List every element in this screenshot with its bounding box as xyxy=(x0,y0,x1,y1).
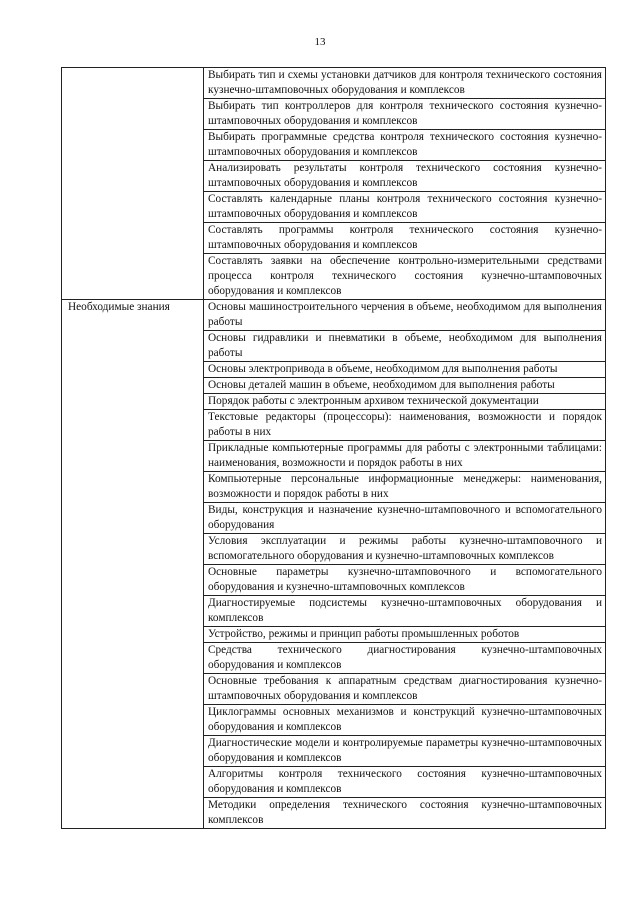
requirement-text: Диагностируемые подсистемы кузнечно-штамповочных оборудования и комплексов xyxy=(208,597,602,624)
requirement-text: Условия эксплуатации и режимы работы кузнечно-штамповочного и вспомогательного оборудования и кузнечно-штамповочных комплексов xyxy=(208,535,602,562)
requirement-cell xyxy=(204,99,606,130)
requirement-cell xyxy=(204,596,606,627)
requirement-cell xyxy=(204,674,606,705)
requirement-text: Компьютерные персональные информационные менеджеры: наименования, возможности и порядок работы в них xyxy=(208,473,602,500)
requirement-text: Диагностические модели и контролируемые параметры кузнечно-штамповочных оборудования и комплексов xyxy=(208,737,602,764)
requirement-text: Средства технического диагностирования кузнечно-штамповочных оборудования и комплексов xyxy=(208,644,602,671)
requirement-text: Анализировать результаты контроля технического состояния кузнечно-штамповочных оборудования и комплексов xyxy=(208,162,602,189)
requirement-cell xyxy=(204,130,606,161)
requirement-text: Составлять программы контроля технического состояния кузнечно-штамповочных оборудования и комплексов xyxy=(208,224,602,251)
table-body xyxy=(62,68,606,829)
requirement-cell xyxy=(204,705,606,736)
requirement-text: Текстовые редакторы (процессоры): наименования, возможности и порядок работы в них xyxy=(208,411,602,438)
requirement-text: Основные параметры кузнечно-штамповочного и вспомогательного оборудования и кузнечно-штамповочных комплексов xyxy=(208,566,602,593)
requirement-cell xyxy=(204,798,606,829)
requirement-cell xyxy=(204,68,606,99)
requirement-cell xyxy=(204,643,606,674)
requirements-table xyxy=(61,67,606,829)
requirement-text: Устройство, режимы и принцип работы промышленных роботов xyxy=(208,628,520,640)
requirement-cell xyxy=(204,223,606,254)
requirement-text: Выбирать программные средства контроля технического состояния кузнечно-штамповочных оборудования и комплексов xyxy=(208,131,602,158)
requirement-text: Прикладные компьютерные программы для работы с электронными таблицами: наименования, возможности и порядок работы в них xyxy=(208,442,602,469)
requirement-cell xyxy=(204,503,606,534)
requirement-cell xyxy=(204,565,606,596)
section-label: Необходимые знания xyxy=(68,301,170,313)
requirement-text: Методики определения технического состояния кузнечно-штамповочных комплексов xyxy=(208,799,602,826)
requirement-text: Основы электропривода в объеме, необходимом для выполнения работы xyxy=(208,363,558,375)
requirement-cell xyxy=(204,331,606,362)
requirement-text: Виды, конструкция и назначение кузнечно-штамповочного и вспомогательного оборудования xyxy=(208,504,602,531)
requirement-cell xyxy=(204,378,606,394)
table-row xyxy=(62,300,606,331)
requirement-text: Составлять календарные планы контроля технического состояния кузнечно-штамповочных оборудования и комплексов xyxy=(208,193,602,220)
section-label-cell xyxy=(62,68,204,300)
requirement-cell xyxy=(204,534,606,565)
requirement-text: Выбирать тип контроллеров для контроля технического состояния кузнечно-штамповочных оборудования и комплексов xyxy=(208,100,602,127)
table-row xyxy=(62,68,606,99)
requirement-cell xyxy=(204,472,606,503)
requirement-text: Выбирать тип и схемы установки датчиков для контроля технического состояния кузнечно-штамповочных оборудования и комплексов xyxy=(208,69,602,96)
requirement-text: Основы машиностроительного черчения в объеме, необходимом для выполнения работы xyxy=(208,301,602,328)
requirement-cell xyxy=(204,441,606,472)
requirement-cell xyxy=(204,161,606,192)
requirement-text: Основы деталей машин в объеме, необходимом для выполнения работы xyxy=(208,379,555,391)
page-number: 13 xyxy=(314,36,326,48)
requirement-text: Алгоритмы контроля технического состояния кузнечно-штамповочных оборудования и комплексов xyxy=(208,768,602,795)
requirement-text: Составлять заявки на обеспечение контрольно-измерительными средствами процесса контроля технического состояния кузнечно-штамповочных оборудования и комплексов xyxy=(208,255,602,297)
requirement-cell xyxy=(204,410,606,441)
requirement-text: Основы гидравлики и пневматики в объеме, необходимом для выполнения работы xyxy=(208,332,602,359)
requirement-cell xyxy=(204,627,606,643)
requirement-cell xyxy=(204,767,606,798)
requirement-text: Порядок работы с электронным архивом технической документации xyxy=(208,395,539,407)
requirement-cell xyxy=(204,362,606,378)
requirement-cell xyxy=(204,192,606,223)
section-label-cell xyxy=(62,300,204,829)
requirement-cell xyxy=(204,394,606,410)
requirement-cell xyxy=(204,254,606,300)
requirement-text: Циклограммы основных механизмов и конструкций кузнечно-штамповочных оборудования и комплексов xyxy=(208,706,602,733)
requirement-cell xyxy=(204,300,606,331)
requirement-text: Основные требования к аппаратным средствам диагностирования кузнечно-штамповочных оборудования и комплексов xyxy=(208,675,602,702)
requirement-cell xyxy=(204,736,606,767)
